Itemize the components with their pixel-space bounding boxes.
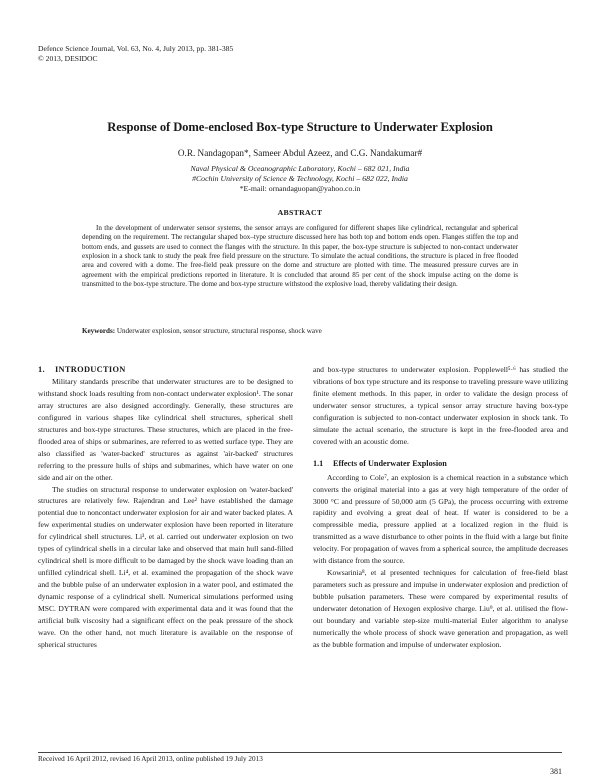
abstract-text: In the development of underwater sensor systems, the sensor arrays are configured for different shapes like cylindrical, rectangular and spherical depending on the requirement. The rectangular shaped box–type structure discussed here has both top and bottom ends open. Flanges stiffen the top and bottom ends, and gussets are used to connect the flanges with the structure. In this paper, the box-type structure is subjected to non-contact underwater explosion in a shock tank to study the peak free field pressure on the structure. To simulate the actual conditions, the structure is placed in free flooded area and covered with a dome. The free-field peak pressure on the dome and structure are plotted with time. The measured pressure curves are in agreement with the empirical predictions reported in literature. It is concluded that around 85 per cent of the shock impulse acting on the dome is transmitted to the box-type structure. The dome and box-type structure withstood the explosive load, thereby validating their design. — [82, 224, 518, 289]
subsection-number: 1.1 — [313, 458, 324, 468]
intro-paragraph-3: and box-type structures to underwater explosion. Popplewell⁵·⁶ has studied the vibrations of box type structure and its response to traveling pressure wave utilizing finite element methods. In this paper, in order to validate the design process of underwater sensor structures, a typical sensor array structure having box-type configuration is subjected to non-contact underwater explosion in shock tank. To simulate the actual scenario, the structure is kept in the free-flooded area and covered with an acoustic dome. — [313, 365, 568, 446]
section-heading-introduction — [38, 364, 293, 376]
copyright-line: © 2013, DESIDOC — [38, 54, 98, 63]
left-column — [38, 364, 293, 651]
intro-paragraph-1: Military standards prescribe that underwater structures are to be designed to withstand shock loads resulting from non-contact underwater explosion¹. The sonar array structures are also designed accordingly. Generally, these structures are configured in various shapes like cylindrical shell structures, spherical shell structures and box-type structures. These structures, which are placed in the free-flooded area of ships or submarines, are referred to as wetted surface type. They are also classified as 'water-backed' structures as against 'air-backed' structures referring to the pressure hulls of ships and submarines, which have water on one side and air on the other. — [38, 376, 293, 482]
affiliation-1: Naval Physical & Oceanographic Laboratory, Kochi – 682 021, India — [190, 164, 410, 173]
abstract — [82, 224, 518, 289]
journal-citation: Defence Science Journal, Vol. 63, No. 4, July 2013, pp. 381-385 — [38, 44, 234, 53]
author-list: O.R. Nandagopan*, Sameer Abdul Azeez, and C.G. Nandakumar# — [177, 148, 423, 158]
effects-paragraph-2: Kowsarinia⁸, et al presented techniques for calculation of free-field blast parameters such as pressure and impulse in underwater explosion and prediction of bubble pulsation parameters. These were compared by experimental results of underwater detonation of Hexogen explosive charge. Liu⁹, et al. utilised the flow-out boundary and variable step-size multi-material Euler algorithm to analyse numerically the whole process of shock wave generation and propagation, as well as the bubble formation and impulse of underwater explosion. — [313, 568, 568, 649]
section-number: 1. — [38, 365, 45, 374]
affiliations — [0, 164, 600, 194]
affiliation-2: #Cochin University of Science & Technology, Kochi – 682 022, India — [192, 174, 408, 183]
abstract-heading: ABSTRACT — [277, 208, 323, 217]
intro-paragraph-2: The studies on structural response to underwater explosion on 'water-backed' structures are relatively few. Rajendran and Lee² have established the damage potential due to noncontact underwater explosion for air and water backed plates. A few experimental studies on underwater explosion have been reported in literature for cylindrical shell structures. Li³, et al. carried out underwater explosion on two types of cylindrical shells in a circular lake and observed that main hull sand-filled cylindrical shell is more difficult to be damaged by the shock wave loading than an unfilled cylindrical shell. Li⁴, et al. examined the propagation of the shock wave and the bubble pulse of an underwater explosion in a water pool, and estimated the dynamic response of a cylindrical shell. Numerical simulations performed using MSC. DYTRAN were compared with experimental data and it was found that the artificial bulk viscosity had a significant effect on the peak pressure of the shock wave. On the other hand, not much literature is available on the response of spherical structures — [38, 484, 293, 649]
footer-divider — [38, 752, 562, 753]
keywords — [82, 327, 518, 335]
section-title: INTRODUCTION — [55, 365, 126, 374]
received-dates: Received 16 April 2012, revised 16 April 2013, online published 19 July 2013 — [38, 755, 263, 763]
journal-header — [38, 44, 233, 64]
author-email: *E-mail: ornandaguopan@yahoo.co.in — [239, 184, 361, 193]
right-column — [313, 364, 568, 651]
subsection-heading — [313, 458, 568, 470]
effects-paragraph-1: According to Cole⁷, an explosion is a chemical reaction in a substance which converts the original material into a gas at very high temperature of the order of 3000 °C and pressure of 50,000 atm (5 GPa), the process occurring with extreme rapidity and evolving a great deal of heat. If water is considered to be a compressible media, pressure applied at a localized region in the fluid is transmitted as a wave disturbance to other points in the fluid with a large but finite velocity. For propagation of waves from a spherical source, the amplitude decreases with distance from the source. — [313, 472, 568, 566]
paper-title: Response of Dome-enclosed Box-type Structure to Underwater Explosion — [107, 120, 493, 134]
keywords-text: Underwater explosion, sensor structure, structural response, shock wave — [116, 327, 322, 335]
keywords-label: Keywords: — [82, 327, 116, 335]
page-number: 381 — [550, 767, 562, 776]
subsection-title: Effects of Underwater Explosion — [333, 458, 447, 468]
